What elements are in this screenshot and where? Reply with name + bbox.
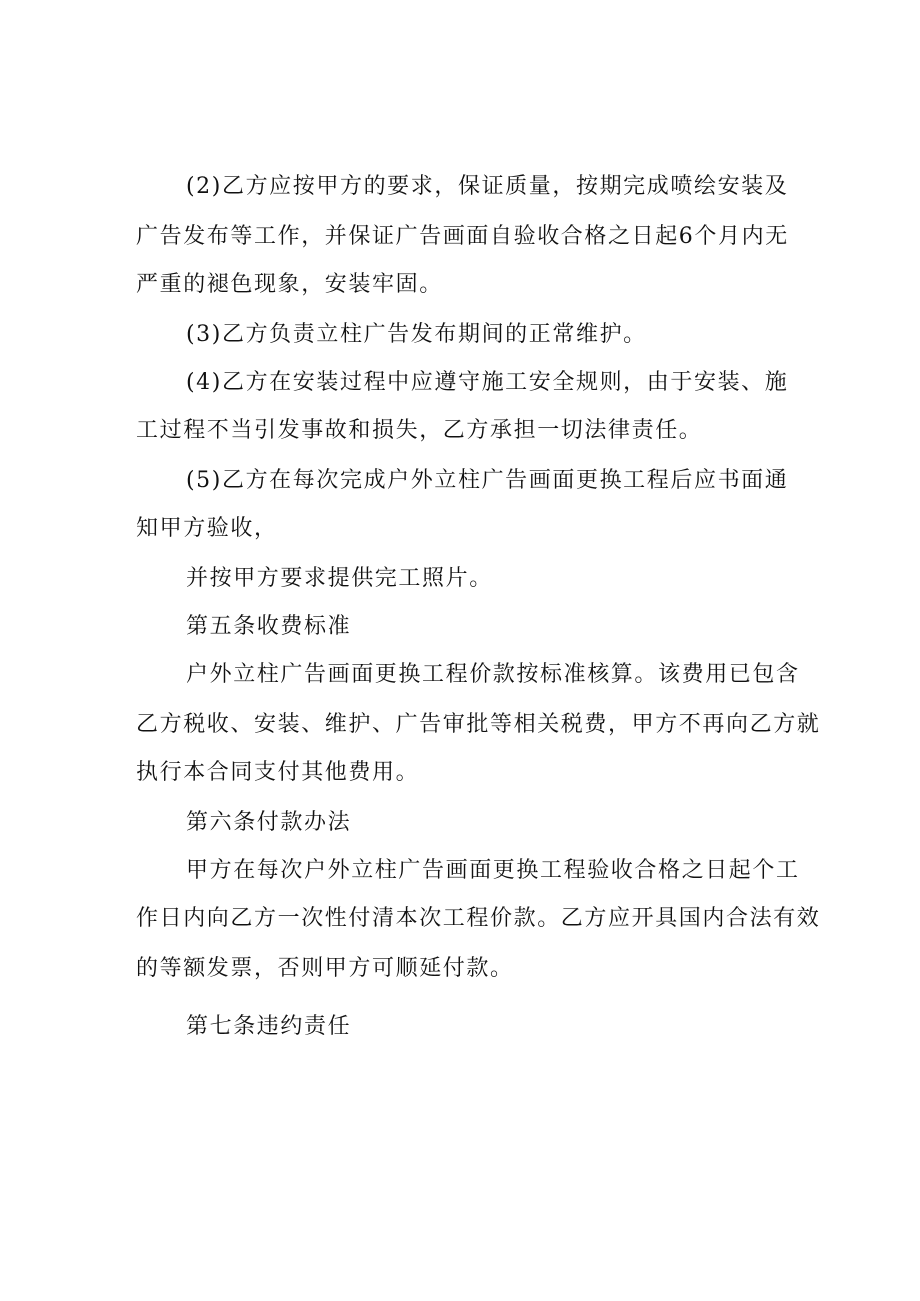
clause-2-line-3: 严重的褪色现象，安装牢固。 — [136, 272, 443, 297]
article-6-heading: 第六条付款办法 — [186, 810, 352, 835]
article-5-line-2: 乙方税收、安装、维护、广告审批等相关税费，甲方不再向乙方就 — [136, 712, 821, 737]
clause-4-line-1: (4)乙方在安装过程中应遵守施工安全规则，由于安装、施 — [186, 370, 789, 395]
article-6-line-1: 甲方在每次户外立柱广告画面更换工程验收合格之日起个工 — [186, 858, 800, 883]
clause-3-line-1: (3)乙方负责立柱广告发布期间的正常维护。 — [186, 322, 647, 347]
clause-5-line-2: 知甲方验收， — [136, 516, 278, 541]
article-5-line-1: 户外立柱广告画面更换工程价款按标准核算。该费用已包含 — [186, 662, 800, 687]
article-5-line-3: 执行本合同支付其他费用。 — [136, 760, 420, 785]
article-6-line-3: 的等额发票，否则甲方可顺延付款。 — [136, 956, 514, 981]
article-5-heading: 第五条收费标准 — [186, 614, 352, 639]
clause-2-line-2: 广告发布等工作，并保证广告画面自验收合格之日起6个月内无 — [136, 224, 789, 249]
article-6-line-2: 作日内向乙方一次性付清本次工程价款。乙方应开具国内合法有效 — [136, 906, 821, 931]
clause-5-line-3: 并按甲方要求提供完工照片。 — [186, 566, 493, 591]
article-7-heading: 第七条违约责任 — [186, 1014, 352, 1039]
clause-4-line-2: 工过程不当引发事故和损失，乙方承担一切法律责任。 — [136, 418, 703, 443]
clause-2-line-1: (2)乙方应按甲方的要求，保证质量，按期完成喷绘安装及 — [186, 174, 789, 199]
clause-5-line-1: (5)乙方在每次完成户外立柱广告画面更换工程后应书面通 — [186, 468, 789, 493]
